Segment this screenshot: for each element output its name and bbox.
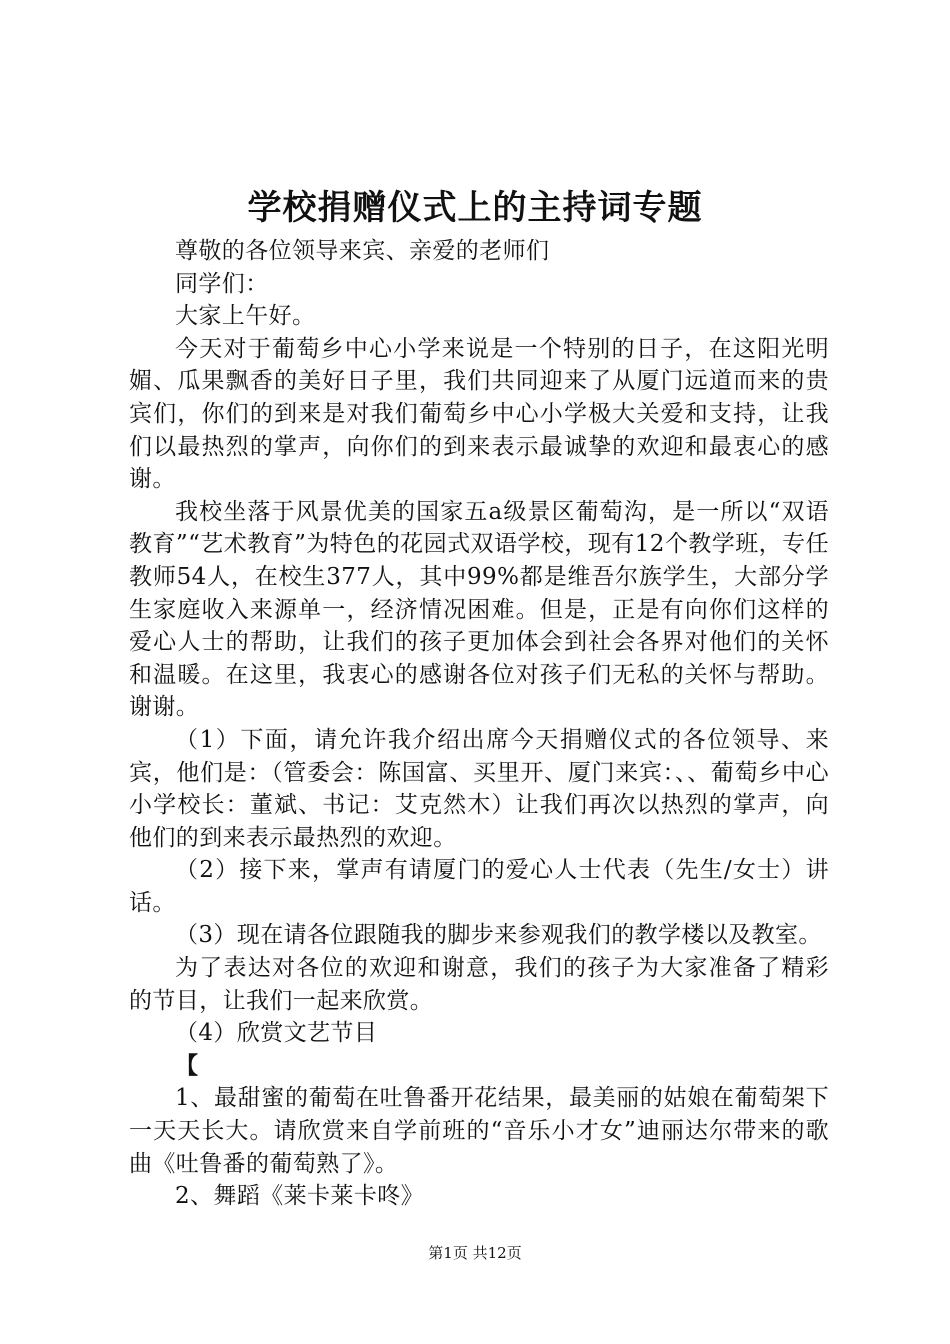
paragraph-welcome: 今天对于葡萄乡中心小学来说是一个特别的日子，在这阳光明媚、瓜果飘香的美好日子里，我们共同迎来了从厦门远道而来的贵宾们，你们的到来是对我们葡萄乡中心小学极大关爱和支持，让我们以最热烈的掌声，向你们的到来表示最诚挚的欢迎和最衷心的感谢。 xyxy=(129,335,829,493)
paragraph-item-1: （1）下面，请允许我介绍出席今天捐赠仪式的各位领导、来宾，他们是：（管委会：陈国富、买里开、厦门来宾：、、葡萄乡中心小学校长：董斌、书记：艾克然木）让我们再次以热烈的掌声，向他们的到来表示最热烈的欢迎。 xyxy=(129,726,829,851)
bracket-mark: 【 xyxy=(175,1051,199,1079)
document-body xyxy=(129,235,829,1213)
salutation-leaders: 尊敬的各位领导来宾、亲爱的老师们 xyxy=(175,238,550,264)
page-footer: 第1页 共12页 xyxy=(428,1244,522,1262)
paragraph-performance-intro: 为了表达对各位的欢迎和谢意，我们的孩子为大家准备了精彩的节目，让我们一起来欣赏。 xyxy=(129,955,829,1014)
greeting: 大家上午好。 xyxy=(175,303,316,330)
program-item-2: 2、舞蹈《莱卡莱卡咚》 xyxy=(175,1183,425,1210)
paragraph-school-intro: 我校坐落于风景优美的国家五a级景区葡萄沟，是一所以“双语教育”“艺术教育”为特色的花园式双语学校，现有12个教学班，专任教师54人，在校生377人，其中99%都是维吾尔族学生，大部分学生家庭收入来源单一，经济情况困难。但是，正是有向你们这样的爱心人士的帮助，让我们的孩子更加体会到社会各界对他们的关怀和温暖。在这里，我衷心的感谢各位对孩子们无私的关怀与帮助。谢谢。 xyxy=(129,498,829,721)
program-item-1: 1、最甜蜜的葡萄在吐鲁番开花结果，最美丽的姑娘在葡萄架下一天天长大。请欣赏来自学前班的“音乐小才女”迪丽达尔带来的歌曲《吐鲁番的葡萄熟了》。 xyxy=(129,1085,829,1177)
salutation-students: 同学们： xyxy=(175,270,269,297)
document-title: 学校捐赠仪式上的主持词专题 xyxy=(247,188,703,228)
paragraph-item-2: （2）接下来，掌声有请厦门的爱心人士代表（先生/女士）讲话。 xyxy=(129,857,829,916)
paragraph-item-3: （3）现在请各位跟随我的脚步来参观我们的教学楼以及教室。 xyxy=(175,922,822,949)
paragraph-item-4: （4）欣赏文艺节目 xyxy=(175,1020,378,1047)
